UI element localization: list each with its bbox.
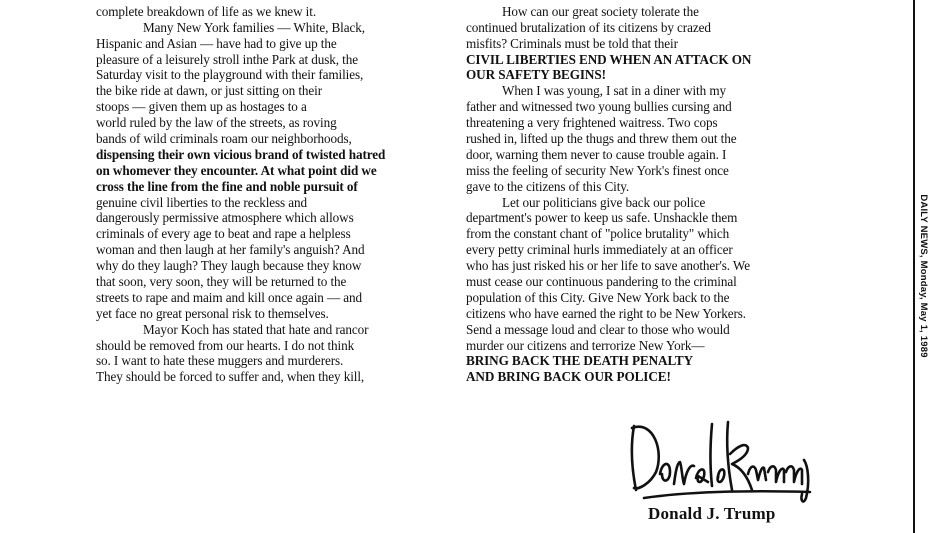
text-line: the bike ride at dawn, or just sitting on their <box>96 83 323 99</box>
text-line: Saturday visit to the playground with their families, <box>96 67 364 83</box>
text-line: from the constant chant of "police brutality" which <box>466 226 730 242</box>
text-line: genuine civil liberties to the reckless and <box>96 194 308 210</box>
text-line: continued brutalization of its citizens by crazed <box>466 19 711 35</box>
text-line: yet face no great personal risk to themselves. <box>96 305 329 321</box>
text-line: dangerously permissive atmosphere which allows <box>96 210 354 226</box>
text-line: that soon, very soon, they will be returned to the <box>96 274 347 290</box>
right-article-column <box>466 0 818 385</box>
dateline: DAILY NEWS, Monday, May 1, 1989 <box>918 194 929 358</box>
paragraph-start-line: When I was young, I sat in a diner with my <box>502 83 726 99</box>
column-divider-rule <box>913 0 915 533</box>
text-line: complete breakdown of life as we knew it. <box>96 3 317 19</box>
text-line: who has just risked his or her life to save another's. We <box>466 258 750 274</box>
bold-text-line: AND BRING BACK OUR POLICE! <box>466 369 671 385</box>
bold-text-line: BRING BACK THE DEATH PENALTY <box>466 353 694 369</box>
text-line: door, warning them never to cause trouble again. I <box>466 146 727 162</box>
text-line: world ruled by the law of the streets, as roving <box>96 115 337 131</box>
text-line: stoops — given them up as hostages to a <box>96 99 307 115</box>
handwritten-signature <box>624 412 816 504</box>
paragraph-start-line: Many New York families — White, Black, <box>143 19 365 35</box>
text-line: must cease our continuous pandering to the criminal <box>466 274 737 290</box>
signature-printed-name: Donald J. Trump <box>648 504 776 523</box>
text-line: pleasure of a leisurely stroll inthe Park at dusk, the <box>96 51 358 67</box>
text-line: father and witnessed two young bullies cursing and <box>466 99 732 115</box>
paragraph-start-line: Let our politicians give back our police <box>502 194 706 210</box>
text-line: so. I want to hate these muggers and murderers. <box>96 353 344 369</box>
paragraph-start-line: Mayor Koch has stated that hate and rancor <box>143 321 369 337</box>
text-line: They should be forced to suffer and, when they kill, <box>96 369 365 385</box>
paragraph-start-line: How can our great society tolerate the <box>502 3 699 19</box>
text-line: miss the feeling of security New York's finest once <box>466 162 729 178</box>
text-line: citizens who have earned the right to be New Yorkers. <box>466 305 746 321</box>
text-line: Send a message loud and clear to those who would <box>466 321 730 337</box>
text-line: bands of wild criminals roam our neighborhoods, <box>96 131 352 147</box>
text-line: should be removed from our hearts. I do not think <box>96 337 355 353</box>
text-line: woman and then laugh at her family's anguish? And <box>96 242 365 258</box>
text-line: Hispanic and Asian — have had to give up the <box>96 35 337 51</box>
text-line: rushed in, lifted up the thugs and threw them out the <box>466 131 737 147</box>
text-line: every petty criminal hurls immediately at an officer <box>466 242 733 258</box>
text-line: murder our citizens and terrorize New York— <box>466 337 705 353</box>
text-line: department's power to keep us safe. Unshackle them <box>466 210 738 226</box>
left-article-column <box>96 0 441 385</box>
text-line: population of this City. Give New York back to the <box>466 289 730 305</box>
text-line: why do they laugh? They laugh because they know <box>96 258 362 274</box>
text-line: gave to the citizens of this City. <box>466 178 630 194</box>
text-line: threatening a very frightened waitress. Two cops <box>466 115 718 131</box>
text-line: criminals of every age to beat and rape a helpless <box>96 226 351 242</box>
bold-text-line: dispensing their own vicious brand of twisted hatred <box>96 146 386 162</box>
bold-text-line: OUR SAFETY BEGINS! <box>466 67 606 83</box>
bold-text-line: CIVIL LIBERTIES END WHEN AN ATTACK ON <box>466 51 752 67</box>
bold-text-line: cross the line from the fine and noble pursuit of <box>96 178 358 194</box>
text-line: streets to rape and maim and kill once again — and <box>96 289 362 305</box>
text-line: misfits? Criminals must be told that their <box>466 35 678 51</box>
bold-text-line: on whomever they encounter. At what point did we <box>96 162 377 178</box>
